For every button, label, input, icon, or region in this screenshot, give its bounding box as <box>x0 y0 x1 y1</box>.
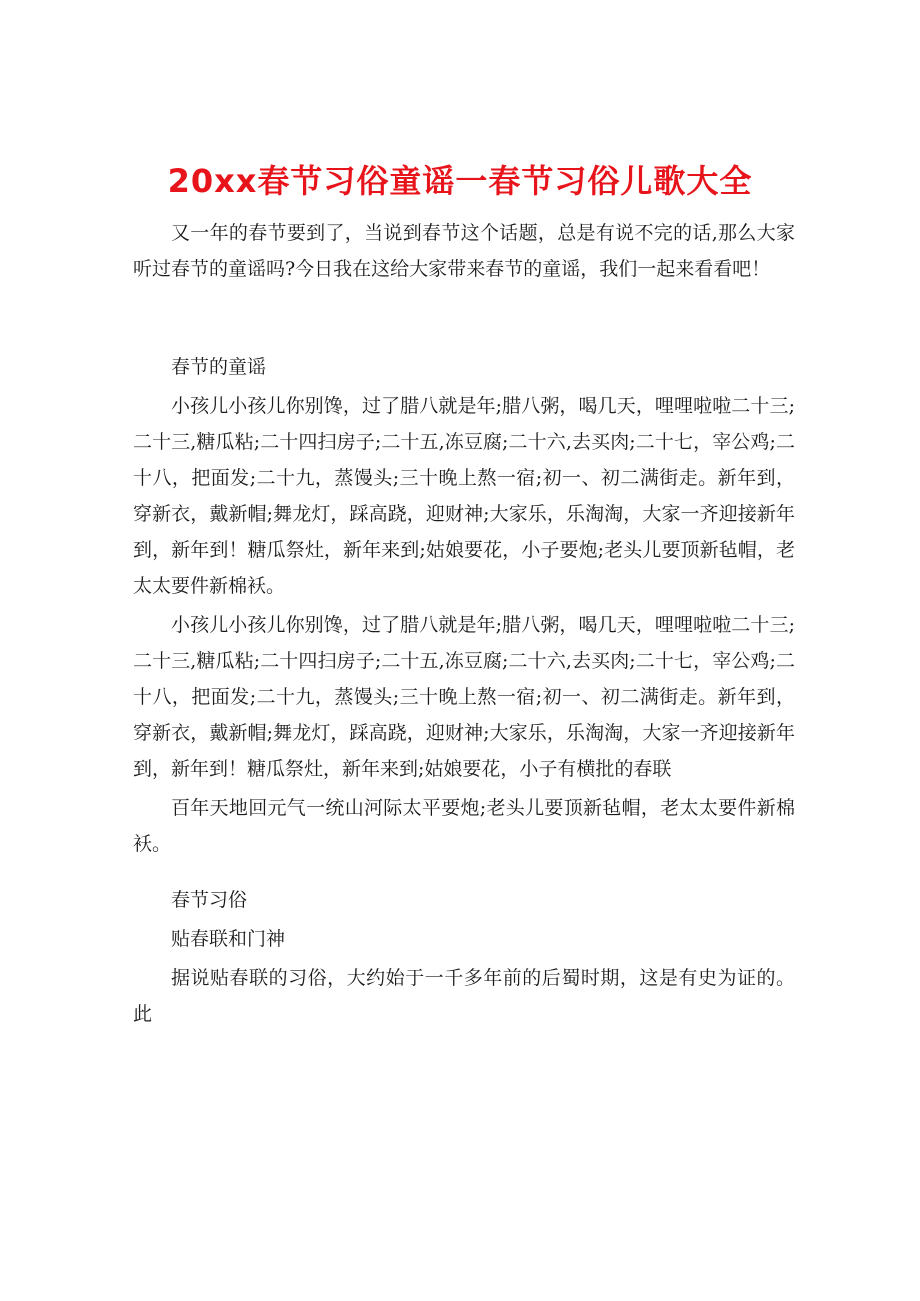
rhyme-paragraph-1: 小孩儿小孩儿你别馋，过了腊八就是年;腊八粥，喝几天，哩哩啦啦二十三;二十三,糖瓜粘;二十四扫房子;二十五,冻豆腐;二十六,去买肉;二十七，宰公鸡;二十八，把面发;二十九，蒸馒头;三十晚上熬一宿;初一、初二满街走。新年到，穿新衣，戴新帽;舞龙灯，踩高跷，迎财神;大家乐，乐淘淘，大家一齐迎接新年到，新年到！糖瓜祭灶，新年来到;姑娘要花，小子要炮;老头儿要顶新毡帽，老太太要件新棉袄。 <box>133 395 795 597</box>
section-heading-rhymes: 春节的童谣 <box>171 356 267 378</box>
document-body <box>133 215 795 1032</box>
document-title: 20xx春节习俗童谣一春节习俗儿歌大全 <box>167 162 753 201</box>
couplet-paragraph: 百年天地回元气一统山河际太平要炮;老头儿要顶新毡帽，老太太要件新棉袄。 <box>133 797 795 855</box>
couplets-history-paragraph: 据说贴春联的习俗，大约始于一千多年前的后蜀时期，这是有史为证的。此 <box>133 967 795 1025</box>
rhyme-paragraph-2: 小孩儿小孩儿你别馋，过了腊八就是年;腊八粥，喝几天，哩哩啦啦二十三;二十三,糖瓜粘;二十四扫房子;二十五,冻豆腐;二十六,去买肉;二十七，宰公鸡;二十八，把面发;二十九，蒸馒头;三十晚上熬一宿;初一、初二满街走。新年到，穿新衣，戴新帽;舞龙灯，踩高跷，迎财神;大家乐，乐淘淘，大家一齐迎接新年到，新年到！糖瓜祭灶，新年来到;姑娘要花，小子有横批的春联 <box>133 614 795 780</box>
section-heading-customs: 春节习俗 <box>171 889 248 911</box>
subsection-heading-couplets: 贴春联和门神 <box>171 928 286 950</box>
intro-paragraph: 又一年的春节要到了，当说到春节这个话题，总是有说不完的话,那么大家听过春节的童谣吗?今日我在这给大家带来春节的童谣，我们一起来看看吧！ <box>133 222 795 280</box>
